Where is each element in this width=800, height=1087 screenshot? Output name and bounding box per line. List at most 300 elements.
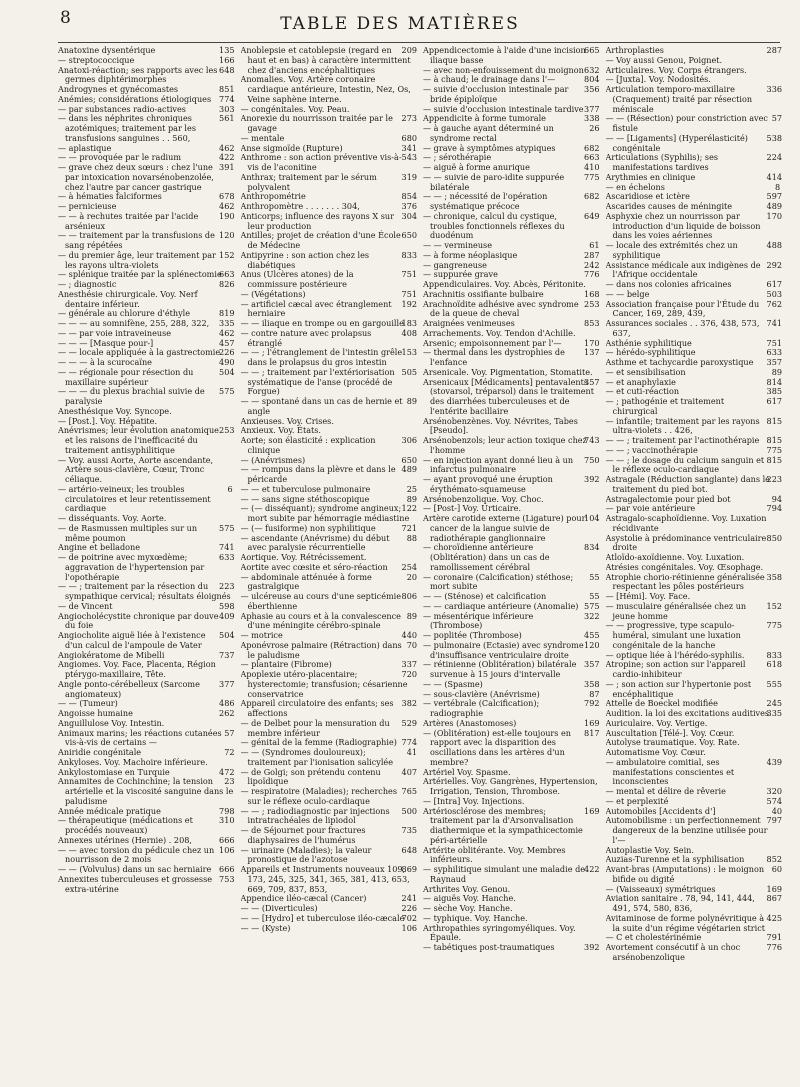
entry-page-ref: 834 (584, 542, 600, 553)
index-entry (58, 485, 235, 514)
index-entry (58, 846, 235, 866)
index-entry (606, 212, 783, 241)
index-entry (606, 85, 783, 114)
entry-term: — splénique traitée par la splénectomie (58, 269, 222, 280)
page-number: 8 (60, 8, 71, 28)
index-entry (241, 924, 418, 934)
entry-term: — abdominale atténuée à forme gastralgique (240, 571, 372, 592)
entry-page-ref: 254 (401, 561, 417, 572)
entry-page-ref: 762 (766, 298, 782, 309)
index-entry (241, 212, 418, 232)
entry-term: Artère carotide externe (Ligature) pour cancer de la langue suivie de radiothérapie ganglionnaire (423, 513, 586, 543)
index-column (606, 46, 783, 1079)
entry-term: Atloïdo-axoïdienne. Voy. Luxation. (605, 552, 745, 562)
entry-term: Assistance médicale aux indigènes de l'Afrique occidentale (605, 259, 761, 280)
entry-term: Avitaminose de forme polynévritique à la suite d'un régime végétarien strict (605, 912, 766, 933)
entry-term: Arthroplasties (605, 46, 664, 55)
index-entry (241, 748, 418, 768)
entry-term: — — — du plexus brachial suivie de paralysie (58, 386, 205, 406)
index-entry (58, 114, 235, 143)
entry-term: — artério-veineux; les troubles circulatoires et leur retentissement cardiaque (58, 483, 211, 514)
entry-page-ref: 457 (219, 337, 235, 348)
index-entry (423, 943, 600, 953)
entry-page-ref: 489 (401, 464, 417, 475)
entry-term: — et sensibilisation (605, 366, 686, 377)
index-entry (423, 641, 600, 661)
entry-term: — du premier âge, leur traitement par les rayons ultra-violets (58, 249, 216, 270)
entry-term: — en échelons (605, 181, 665, 192)
index-entry (423, 660, 600, 680)
index-columns (58, 46, 782, 1079)
entry-term: Arthropathies syringomyéliques. Voy. Épaule. (423, 922, 576, 943)
entry-term: — aiguë à forme anurique (423, 162, 530, 172)
entry-page-ref: 751 (401, 288, 417, 299)
entry-page-ref: 794 (766, 503, 782, 514)
entry-term: — ambulatoire comitial, ses manifestations conscientes et inconscientes (605, 756, 735, 787)
entry-page-ref: 120 (219, 230, 235, 241)
index-entry (241, 787, 418, 807)
index-entry (241, 504, 418, 524)
index-entry (606, 758, 783, 787)
entry-term: Angiomes. Voy. Face, Placenta, Région ptérygo-maxillaire, Tête. (58, 659, 216, 679)
entry-page-ref: 853 (584, 318, 600, 328)
index-entry (241, 592, 418, 612)
index-entry (241, 348, 418, 368)
entry-page-ref: 292 (766, 259, 782, 270)
index-entry (241, 173, 418, 193)
entry-term: — — par voie intraveineuse (58, 327, 172, 338)
index-entry (606, 865, 783, 885)
entry-page-ref: 192 (401, 298, 417, 309)
entry-page-ref: 320 (766, 786, 782, 796)
entry-term: — choroïdienne antérieure (Oblitération) dans un cas de ramollissement cérébral (423, 542, 550, 572)
entry-page-ref: 89 (406, 610, 417, 621)
entry-page-ref: 489 (766, 201, 782, 211)
entry-page-ref: 775 (584, 171, 600, 182)
index-entry (241, 231, 418, 251)
entry-page-ref: 170 (584, 337, 600, 348)
entry-page-ref: 776 (584, 269, 600, 280)
index-entry (606, 573, 783, 593)
index-entry (423, 514, 600, 543)
index-entry (606, 602, 783, 622)
entry-page-ref: 392 (584, 474, 600, 484)
entry-term: Anorexie du nourrisson traitée par le gavage (240, 113, 393, 133)
entry-term: — ascendante (Anévrisme) du début avec paralysie récurrentielle (240, 532, 390, 553)
index-entry (423, 124, 600, 144)
entry-term: Anévrismes; leur évolution anatomique et les raisons de l'inefficacité du traitement antisyphilitique (58, 425, 219, 455)
entry-term: Automobilisme : un perfectionnement dangereux de la benzine utilisée pour l'— (605, 815, 768, 845)
index-entry (423, 348, 600, 368)
entry-term: Anthrome : son action préventive vis-à-vis de l'aconitine (240, 152, 402, 172)
entry-term: Arythmies en clinique (605, 171, 696, 182)
entry-page-ref: 702 (401, 912, 417, 923)
index-entry (606, 816, 783, 845)
entry-page-ref: 633 (766, 347, 782, 358)
index-entry (606, 456, 783, 476)
entry-term: — plantaire (Fibrome) (240, 659, 332, 670)
entry-term: — par voie antérieure (605, 503, 696, 514)
index-entry (58, 582, 235, 602)
entry-page-ref: 241 (401, 893, 417, 904)
entry-term: Automobiles [Accidents d'] (605, 805, 716, 816)
index-entry (241, 153, 418, 173)
entry-term: — — ; nécessité de l'opération systématique précoce (423, 191, 548, 211)
entry-page-ref: 377 (219, 678, 235, 689)
entry-page-ref: 26 (589, 123, 600, 133)
index-entry (423, 729, 600, 768)
entry-page-ref: 89 (406, 493, 417, 504)
entry-page-ref: 137 (584, 347, 600, 358)
entry-term: Appareils et Instruments nouveaux 109, 173, 245, 325, 341, 365, 381, 413, 653, 669, 709, 837, 853, (240, 864, 410, 894)
entry-page-ref: 337 (401, 659, 417, 670)
entry-page-ref: 357 (766, 357, 782, 367)
entry-page-ref: 750 (584, 454, 600, 465)
entry-page-ref: 617 (766, 279, 782, 289)
entry-term: — (Vaisseaux) symétriques (605, 883, 716, 894)
entry-term: — — belge (605, 288, 650, 299)
index-entry (58, 777, 235, 806)
index-entry (423, 378, 600, 417)
entry-term: — [Post-] Voy. Urticaire. (423, 503, 522, 514)
index-entry (423, 85, 600, 105)
entry-term: — Voy. aussi Aorte, Aorte ascendante, Artère sous-clavière, Cœur, Tronc céliaque. (58, 454, 214, 484)
entry-page-ref: 488 (766, 240, 782, 250)
index-entry (606, 680, 783, 700)
entry-term: — congénitales. Voy. Peau. (240, 103, 350, 114)
entry-term: Aphasie au cours et à la convalescence d'une méningite cérébro-spinale (240, 610, 401, 631)
index-entry (241, 329, 418, 349)
entry-term: Astragale (Réduction sanglante) dans le traitement du pied bot. (605, 474, 770, 494)
entry-page-ref: 575 (219, 522, 235, 533)
entry-page-ref: 407 (401, 766, 417, 777)
entry-term: — suivie d'occlusion intestinale par bride épiploïque (423, 84, 569, 104)
entry-term: — [Post.]. Voy. Hépatite. (58, 415, 158, 426)
entry-page-ref: 106 (401, 922, 417, 933)
entry-page-ref: 650 (401, 230, 417, 241)
index-entry (241, 251, 418, 271)
entry-term: — génital de la femme (Radiographie) (240, 737, 397, 748)
index-entry (423, 173, 600, 193)
index-entry (606, 261, 783, 281)
entry-page-ref: 72 (224, 747, 235, 757)
entry-term: Atropine; son action sur l'appareil cardio-inhibiteur (605, 659, 746, 679)
index-entry (58, 231, 235, 251)
index-entry (423, 212, 600, 241)
index-entry (58, 875, 235, 895)
index-entry (241, 699, 418, 719)
entry-page-ref: 61 (589, 240, 600, 250)
entry-page-ref: 57 (224, 727, 235, 738)
entry-term: Annexites tuberculeuses et grossesse extra-utérine (58, 873, 213, 894)
index-entry (606, 914, 783, 934)
entry-term: — — traitement par la transfusions de sang répétées (58, 230, 215, 250)
entry-term: Arsenicaux [Médicaments] pentavalents (stovarsol, tréparsol) dans le traitement des diarrhées tuberculeuses et de l'entérite bacillaire (423, 376, 595, 416)
entry-page-ref: 104 (584, 513, 600, 523)
entry-term: Antipyrine : son action chez les diabétiques (240, 249, 370, 270)
entry-page-ref: 89 (406, 396, 417, 406)
index-entry (606, 114, 783, 134)
index-entry (423, 865, 600, 885)
entry-term: — — [Ligaments] (Hyperélasticité) congénitale (605, 132, 748, 153)
entry-page-ref: 440 (401, 630, 417, 640)
entry-term: — — ; traitement par la résection du sympathique cervical; résultats éloignés (58, 581, 231, 601)
entry-page-ref: 410 (584, 162, 600, 172)
entry-term: Auzias-Turenne et la syphilisation (605, 854, 745, 865)
entry-term: — de Delbet pour la mensuration du membre inférieur (240, 717, 390, 738)
entry-page-ref: 663 (219, 269, 235, 280)
entry-term: Angoisse humaine (58, 708, 133, 718)
entry-term: Angiocholécystite chronique par douve du foie (58, 610, 219, 631)
entry-term: — ulcéreuse au cours d'une septicémie éberthienne (240, 591, 402, 611)
entry-term: — générale au chlorure d'éthyle (58, 308, 191, 319)
index-entry (606, 241, 783, 261)
entry-term: Anse sigmoïde (Rupture) (240, 142, 343, 153)
entry-page-ref: 87 (589, 688, 600, 699)
entry-page-ref: 543 (401, 152, 417, 163)
entry-term: Attelle de Boeckel modifiée (605, 698, 718, 709)
entry-page-ref: 743 (584, 435, 600, 445)
entry-term: — sèche Voy. Hanche. (423, 903, 513, 913)
entry-term: — — (Spasme) (423, 678, 483, 689)
entry-term: — — (Volvulus) dans un sac herniaire (58, 864, 212, 874)
entry-term: — — (Résection) pour constriction avec fistule (605, 113, 768, 133)
entry-term: Arthrites Voy. Genou. (423, 883, 511, 894)
entry-page-ref: 529 (401, 717, 417, 728)
entry-page-ref: 120 (584, 639, 600, 650)
entry-page-ref: 60 (771, 864, 782, 874)
entry-page-ref: 538 (766, 132, 782, 143)
entry-page-ref: 751 (401, 269, 417, 280)
entry-page-ref: 792 (584, 698, 600, 709)
index-entry (241, 641, 418, 661)
entry-page-ref: 20 (406, 571, 417, 582)
entry-page-ref: 633 (219, 552, 235, 562)
entry-term: — typhique. Voy. Hanche. (423, 912, 528, 923)
entry-page-ref: 322 (584, 610, 600, 621)
entry-term: Ascarides causes de méningite (605, 201, 733, 211)
entry-page-ref: 753 (219, 873, 235, 884)
entry-term: — vertébrale (Calcification); radiographie (423, 698, 540, 718)
entry-page-ref: 680 (401, 132, 417, 143)
entry-term: — (Oblitération) est-elle toujours en rapport avec la disparition des oscillations dans les artères d'un membre? (423, 727, 572, 767)
index-entry (423, 543, 600, 572)
index-entry (423, 436, 600, 456)
entry-page-ref: 462 (219, 142, 235, 153)
entry-term: — à forme néoplasique (423, 249, 518, 260)
entry-term: — grave à symptômes atypiques (423, 142, 556, 153)
entry-term: Animaux marins; les réactions cutanées vis-à-vis de certains — (58, 727, 222, 748)
entry-term: Artérielles. Voy. Gangrènes, Hypertension, Irrigation, Tension, Thrombose. (423, 776, 598, 796)
entry-term: Articulation temporo-maxillaire (Craquement) traité par résection méniscale (605, 84, 753, 114)
entry-page-ref: 341 (401, 142, 417, 153)
index-entry (58, 290, 235, 310)
index-entry (423, 924, 600, 944)
entry-term: Automatisme Voy. Cœur. (605, 747, 706, 757)
index-entry (606, 153, 783, 173)
entry-term: — suppurée grave (423, 269, 498, 280)
entry-page-ref: 226 (401, 903, 417, 913)
entry-term: — [Intra] Voy. Injections. (423, 795, 525, 806)
entry-term: — — — [Masque pour-] (58, 337, 154, 348)
entry-page-ref: 815 (766, 435, 782, 445)
index-column (423, 46, 600, 1079)
entry-page-ref: 25 (406, 483, 417, 494)
entry-term: — — sans signe stéthoscopique (240, 493, 370, 504)
entry-term: — en injection ayant donné lieu à un infarctus pulmonaire (423, 454, 574, 475)
entry-term: Avortement consécutif à un choc arsénobenzolique (605, 942, 741, 962)
entry-term: Arsénobenzènes. Voy. Névrites, Tabes [Pseudo]. (423, 415, 578, 436)
entry-page-ref: 253 (219, 425, 235, 436)
entry-page-ref: 561 (219, 113, 235, 124)
index-entry (423, 846, 600, 866)
entry-page-ref: 618 (766, 659, 782, 670)
entry-term: — — suivie de paro-idite suppurée bilatérale (423, 171, 565, 192)
entry-term: Anomalies. Voy. Artère coronaire cardiaque antérieure, Intestin, Nez, Os, Veine saphène interne. (240, 74, 411, 104)
header-rule (58, 42, 780, 43)
entry-page-ref: 649 (584, 210, 600, 221)
entry-page-ref: 89 (771, 366, 782, 377)
entry-page-ref: 88 (406, 532, 417, 543)
entry-term: Artériosclérose des membres; traitement par la d'Arsonvalisation diathermique et la sympathicectomie péri-artérielle (423, 805, 583, 845)
entry-page-ref: 666 (219, 834, 235, 845)
entry-page-ref: 273 (401, 113, 417, 124)
entry-term: Arsénobenzols; leur action toxique chez l'homme (423, 435, 587, 455)
index-entry (423, 612, 600, 632)
entry-term: — de poitrine avec myxœdème; aggravation de l'hypertension par l'opothérapie (58, 552, 205, 582)
entry-term: — — locale appliquée à la gastrectomie (58, 347, 221, 358)
entry-term: — motrice (240, 630, 283, 640)
entry-term: — et anaphylaxie (605, 376, 676, 387)
entry-page-ref: 575 (219, 386, 235, 397)
entry-term: — — régionale pour résection du maxillaire supérieur (58, 366, 194, 387)
entry-page-ref: 735 (401, 825, 417, 835)
index-entry (241, 807, 418, 827)
entry-page-ref: 41 (406, 747, 417, 757)
index-entry (606, 894, 783, 914)
entry-term: — à hématies falciformes (58, 191, 162, 202)
entry-term: Anesthésie chirurgicale. Voy. Nerf dentaire inférieur. (58, 288, 198, 309)
entry-page-ref: 854 (401, 191, 417, 202)
entry-term: — coronaire (Calcification) stéthose; mort subite (423, 571, 574, 592)
entry-page-ref: 648 (219, 64, 235, 75)
entry-page-ref: 765 (401, 786, 417, 796)
entry-term: — [Juxta]. Voy. Nodosités. (605, 74, 711, 85)
entry-term: Aviation sanitaire . 78, 94, 141, 444, 491, 574, 580, 836, (605, 893, 755, 913)
entry-page-ref: 306 (401, 435, 417, 445)
entry-term: Atrésies congénitales. Voy. Œsophage. (605, 561, 764, 572)
entry-page-ref: 287 (584, 249, 600, 260)
entry-page-ref: 336 (766, 84, 782, 94)
entry-term: — pernicieuse (58, 201, 117, 211)
entry-page-ref: 357 (584, 659, 600, 670)
entry-page-ref: 106 (219, 844, 235, 855)
index-entry (241, 846, 418, 866)
entry-page-ref: 797 (766, 815, 782, 826)
entry-page-ref: 335 (219, 318, 235, 328)
entry-term: — — progressive, type scapulo-huméral, simulant une luxation congénitale de la hanche (605, 620, 741, 650)
entry-term: Appareil circulatoire des enfants; ses affections (240, 698, 394, 718)
index-entry (241, 573, 418, 593)
entry-page-ref: 8 (775, 181, 781, 192)
entry-page-ref: 455 (584, 630, 600, 640)
entry-term: — de Séjournet pour fractures diaphysaires de l'humérus (240, 825, 366, 845)
entry-page-ref: 385 (766, 386, 782, 397)
entry-page-ref: 815 (766, 454, 782, 465)
index-entry (423, 699, 600, 719)
index-entry (58, 729, 235, 749)
entry-page-ref: 833 (766, 649, 782, 660)
entry-page-ref: 851 (219, 84, 235, 94)
index-entry (241, 75, 418, 104)
index-entry (606, 621, 783, 650)
index-entry (58, 631, 235, 651)
index-entry (58, 660, 235, 680)
entry-page-ref: 617 (766, 396, 782, 406)
entry-page-ref: 377 (584, 103, 600, 114)
entry-page-ref: 774 (401, 737, 417, 748)
entry-term: — et perplexité (605, 795, 669, 806)
index-entry (241, 826, 418, 846)
entry-term: Annamites de Cochinchine; la tension artérielle et la viscosité sanguine dans le paludisme (58, 776, 234, 806)
entry-term: Anticorps; influence des rayons X sur leur production (240, 210, 394, 231)
entry-term: — — ; vaccinothérapie (605, 444, 698, 455)
index-entry (58, 387, 235, 407)
entry-term: — mésentérique inférieure (Thrombose) (423, 610, 534, 631)
entry-page-ref: 814 (766, 376, 782, 387)
entry-term: Arsénobenzolique. Voy. Choc. (423, 493, 544, 504)
entry-term: Année médicale pratique (58, 805, 161, 816)
entry-page-ref: 682 (584, 191, 600, 202)
index-entry (423, 807, 600, 846)
entry-page-ref: 168 (584, 288, 600, 299)
entry-term: Appendice iléo-cæcal (Cancer) (240, 893, 367, 904)
entry-term: — rétinienne (Oblitération) bilatérale survenue à 15 jours d'intervalle (423, 659, 577, 679)
entry-term: — — et tuberculose pulmonaire (240, 483, 371, 494)
entry-term: — gangreneuse (423, 259, 487, 270)
entry-term: Anémies; considérations étiologiques (58, 93, 212, 104)
entry-term: Anguillulose Voy. Intestin. (58, 717, 165, 728)
entry-term: — thermal dans les dystrophies de l'enfance (423, 347, 565, 367)
entry-page-ref: 122 (401, 503, 417, 514)
entry-term: — — ; traitement par l'extériorisation systématique de l'anse (procédé de Forgue) (240, 366, 395, 397)
entry-page-ref: 555 (766, 678, 782, 689)
entry-page-ref: 23 (224, 776, 235, 787)
entry-term: — de Rasmussen multiples sur un même poumon (58, 522, 198, 543)
index-entry (241, 534, 418, 554)
entry-term: — infantile; traitement par les rayons ultra-violets . . 426, (605, 415, 760, 436)
index-entry (241, 670, 418, 699)
entry-page-ref: 665 (584, 46, 600, 55)
index-entry (241, 465, 418, 485)
entry-term: — chronique, calcul du cystique, troubles fonctionnels réflexes du duodénum (423, 210, 565, 241)
entry-page-ref: 356 (584, 84, 600, 94)
entry-term: — optique liée à l'hérédo-syphilis. (605, 649, 745, 660)
entry-page-ref: 223 (766, 474, 782, 484)
entry-term: Arachnitis ossifiante bulbaire (423, 288, 544, 299)
entry-page-ref: 597 (766, 191, 782, 202)
entry-page-ref: 169 (584, 805, 600, 816)
entry-term: — respiratoire (Maladies); recherches sur le réflexe oculo-cardiaque (240, 786, 397, 806)
entry-page-ref: 338 (584, 113, 600, 124)
entry-page-ref: 303 (219, 103, 235, 114)
entry-page-ref: 776 (766, 942, 782, 952)
entry-term: — de Vincent (58, 600, 113, 611)
entry-term: Anus (Ulcères atones) de la commissure postérieure (240, 269, 354, 289)
entry-page-ref: 503 (766, 288, 782, 299)
index-entry (241, 768, 418, 788)
entry-term: Avant-bras (Amputations) : le moignon bifide ou digité (605, 864, 765, 884)
